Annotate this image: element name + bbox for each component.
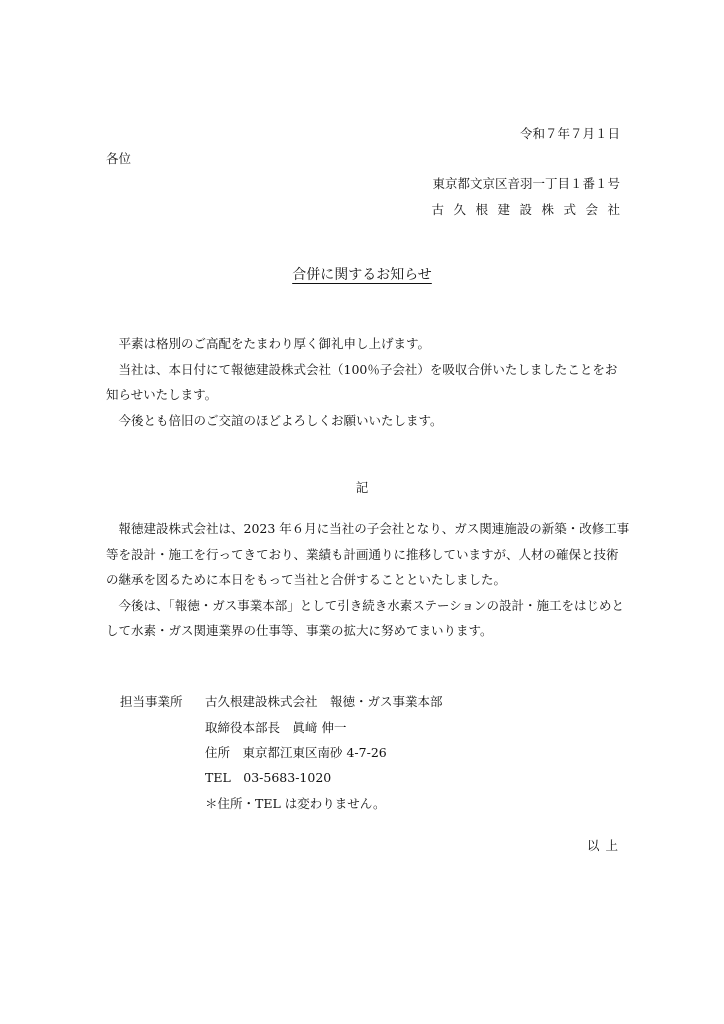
details-paragraph: 報徳建設株式会社は、2023 年６月に当社の子会社となり、ガス関連施設の新築・改修工事等を設計・施工を行ってきており、業績も計画通りに推移していますが、人材の確保と技術の継承を図るために本日をもって当社と合併することといたしました。 [106, 521, 630, 587]
contact-company: 古久根建設株式会社 報徳・ガス事業本部 [205, 694, 443, 709]
sender-address: 東京都文京区音羽一丁目１番１号 [432, 176, 620, 191]
greeting-paragraph: 当社は、本日付にて報徳建設株式会社（100％子会社）を吸収合併いたしましたことをお知らせいたします。 [106, 361, 618, 402]
greeting-section [106, 331, 626, 433]
contact-note: ＊住所・TEL は変わりません。 [205, 796, 386, 811]
contact-phone: TEL 03-5683-1020 [205, 770, 332, 785]
notice-mark: 記 [355, 480, 369, 495]
greeting-paragraph: 今後とも倍旧のご交誼のほどよろしくお願いいたします。 [118, 412, 443, 428]
document-date: 令和７年７月１日 [519, 126, 620, 141]
contact-label: 担当事業所 [120, 694, 183, 709]
contact-address: 住所 東京都江東区南砂 4-7-26 [205, 745, 387, 760]
sender-company: 古久根建設株式会社 [431, 202, 630, 217]
contact-person: 取締役本部長 眞﨑 伸一 [205, 720, 347, 735]
details-paragraph: 今後は、「報徳・ガス事業本部」として引き続き水素ステーションの設計・施工をはじめとして水素・ガス関連業界の仕事等、事業の拡大に努めてまいります。 [106, 597, 625, 638]
document-title: 合併に関するお知らせ [292, 267, 432, 283]
closing: 以上 [586, 838, 624, 853]
greeting-paragraph: 平素は格別のご高配をたまわり厚く御礼申し上げます。 [118, 336, 431, 351]
details-section [106, 516, 630, 644]
addressee: 各位 [106, 151, 132, 166]
